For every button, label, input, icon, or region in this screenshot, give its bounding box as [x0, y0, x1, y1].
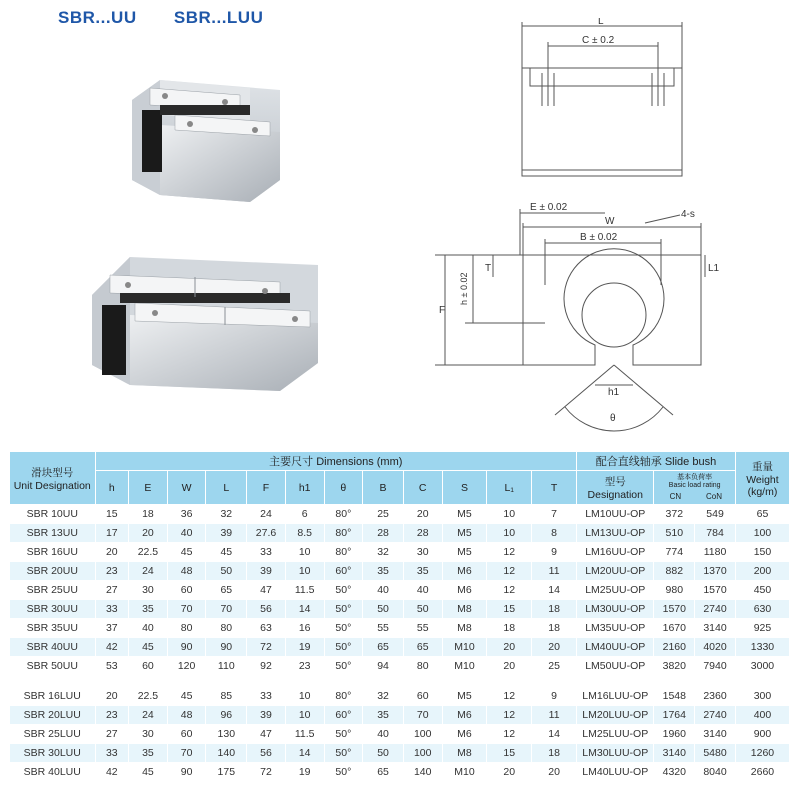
- table-cell: 8: [532, 524, 577, 543]
- table-cell: 70: [167, 744, 206, 763]
- table-cell: 2160: [654, 638, 695, 657]
- table-cell: 80: [206, 619, 247, 638]
- table-cell: 80°: [324, 524, 363, 543]
- table-cell: 45: [129, 638, 168, 657]
- table-cell: 33: [247, 687, 286, 706]
- table-cell: 18: [129, 505, 168, 524]
- table-cell: 28: [403, 524, 442, 543]
- table-cell: 14: [285, 744, 324, 763]
- photo-sbr-luu: [90, 245, 320, 393]
- table-row: [10, 581, 790, 600]
- table-cell: LM40UU-OP: [577, 638, 654, 657]
- unit-designation-cell: SBR 50UU: [10, 657, 96, 676]
- table-cell: LM50UU-OP: [577, 657, 654, 676]
- table-cell: 12: [487, 725, 532, 744]
- table-cell: 450: [735, 581, 789, 600]
- col-load-rating: 基本负荷率 Basic load rating CN CoN: [654, 471, 735, 505]
- table-cell: M5: [442, 543, 487, 562]
- table-cell: 20: [487, 657, 532, 676]
- table-cell: LM13UU-OP: [577, 524, 654, 543]
- table-cell: 100: [403, 744, 442, 763]
- table-cell: 4020: [695, 638, 736, 657]
- table-cell: M5: [442, 505, 487, 524]
- table-cell: 48: [167, 562, 206, 581]
- unit-designation-cell: SBR 30LUU: [10, 744, 96, 763]
- table-row: [10, 600, 790, 619]
- table-cell: 18: [532, 600, 577, 619]
- table-cell: 30: [129, 581, 168, 600]
- table-cell: 50°: [324, 619, 363, 638]
- table-cell: M10: [442, 638, 487, 657]
- table-cell: 40: [129, 619, 168, 638]
- table-cell: 39: [247, 562, 286, 581]
- label-E: E ± 0.02: [530, 202, 568, 213]
- table-cell: 32: [363, 687, 404, 706]
- table-cell: 774: [654, 543, 695, 562]
- drawing-side-view: [500, 18, 700, 193]
- unit-designation-cell: SBR 25UU: [10, 581, 96, 600]
- table-cell: 20: [129, 524, 168, 543]
- table-cell: 70: [206, 600, 247, 619]
- table-cell: 12: [487, 706, 532, 725]
- table-cell: 3820: [654, 657, 695, 676]
- table-cell: 9: [532, 687, 577, 706]
- table-cell: M6: [442, 562, 487, 581]
- table-cell: 25: [363, 505, 404, 524]
- label-W: W: [605, 216, 615, 227]
- table-cell: M8: [442, 600, 487, 619]
- table-cell: 10: [487, 524, 532, 543]
- table-cell: LM40LUU-OP: [577, 763, 654, 782]
- header-dimensions: 主要尺寸 Dimensions (mm): [95, 452, 577, 471]
- table-cell: 140: [206, 744, 247, 763]
- table-cell: 140: [403, 763, 442, 782]
- table-cell: 11: [532, 706, 577, 725]
- label-C: C ± 0.2: [582, 35, 615, 46]
- unit-designation-cell: SBR 20UU: [10, 562, 96, 581]
- table-row: [10, 744, 790, 763]
- label-L: L: [598, 18, 604, 27]
- table-cell: 50: [403, 600, 442, 619]
- table-cell: 35: [403, 562, 442, 581]
- table-cell: 2740: [695, 600, 736, 619]
- table-cell: 90: [167, 763, 206, 782]
- unit-designation-cell: SBR 40UU: [10, 638, 96, 657]
- unit-designation-cell: SBR 10UU: [10, 505, 96, 524]
- table-cell: 8040: [695, 763, 736, 782]
- table-cell: 980: [654, 581, 695, 600]
- table-cell: 27: [95, 581, 129, 600]
- table-cell: 45: [167, 687, 206, 706]
- table-cell: 53: [95, 657, 129, 676]
- table-cell: 1670: [654, 619, 695, 638]
- unit-designation-cell: SBR 40LUU: [10, 763, 96, 782]
- col-h1: h1: [285, 471, 324, 505]
- table-cell: 56: [247, 600, 286, 619]
- table-cell: 80: [167, 619, 206, 638]
- col-W: W: [167, 471, 206, 505]
- col-C: C: [403, 471, 442, 505]
- table-cell: 22.5: [129, 543, 168, 562]
- table-cell: 1570: [695, 581, 736, 600]
- col-E: E: [129, 471, 168, 505]
- table-cell: 80°: [324, 687, 363, 706]
- table-row: [10, 524, 790, 543]
- table-cell: 39: [247, 706, 286, 725]
- table-cell: M6: [442, 581, 487, 600]
- table-cell: 25: [532, 657, 577, 676]
- table-cell: 35: [129, 600, 168, 619]
- table-cell: 100: [403, 725, 442, 744]
- table-cell: LM16UU-OP: [577, 543, 654, 562]
- table-cell: 23: [95, 562, 129, 581]
- label-holes: 4-s: [681, 209, 695, 220]
- table-cell: 100: [735, 524, 789, 543]
- table-cell: LM16LUU-OP: [577, 687, 654, 706]
- table-row: [10, 638, 790, 657]
- col-T: T: [532, 471, 577, 505]
- col-S: S: [442, 471, 487, 505]
- table-cell: 549: [695, 505, 736, 524]
- table-cell: 10: [285, 543, 324, 562]
- table-cell: 1764: [654, 706, 695, 725]
- col-L: L: [206, 471, 247, 505]
- table-cell: M10: [442, 763, 487, 782]
- table-cell: 1570: [654, 600, 695, 619]
- table-cell: 42: [95, 763, 129, 782]
- table-cell: 35: [129, 744, 168, 763]
- table-cell: 10: [487, 505, 532, 524]
- table-cell: 12: [487, 581, 532, 600]
- table-cell: 1370: [695, 562, 736, 581]
- header-unit: 滑块型号 Unit Designation: [10, 452, 96, 505]
- table-row: [10, 706, 790, 725]
- table-cell: 55: [403, 619, 442, 638]
- table-cell: 16: [285, 619, 324, 638]
- table-cell: 8.5: [285, 524, 324, 543]
- table-cell: 50°: [324, 744, 363, 763]
- col-F: F: [247, 471, 286, 505]
- table-cell: 56: [247, 744, 286, 763]
- table-cell: 48: [167, 706, 206, 725]
- table-cell: 24: [129, 562, 168, 581]
- table-cell: 20: [403, 505, 442, 524]
- table-cell: 55: [363, 619, 404, 638]
- table-cell: 2660: [735, 763, 789, 782]
- title-luu: SBR...LUU: [173, 8, 264, 27]
- table-cell: 1330: [735, 638, 789, 657]
- table-cell: 630: [735, 600, 789, 619]
- table-cell: LM25UU-OP: [577, 581, 654, 600]
- table-cell: 400: [735, 706, 789, 725]
- table-cell: 2360: [695, 687, 736, 706]
- table-cell: 80: [403, 657, 442, 676]
- table-cell: 3140: [654, 744, 695, 763]
- table-cell: 65: [206, 581, 247, 600]
- table-cell: 20: [532, 638, 577, 657]
- table-cell: 14: [285, 600, 324, 619]
- table-cell: 33: [95, 744, 129, 763]
- table-cell: 80°: [324, 505, 363, 524]
- table-cell: 3140: [695, 725, 736, 744]
- table-row: [10, 657, 790, 676]
- table-cell: 510: [654, 524, 695, 543]
- table-cell: 120: [167, 657, 206, 676]
- table-cell: 92: [247, 657, 286, 676]
- table-cell: LM20LUU-OP: [577, 706, 654, 725]
- table-cell: 35: [363, 706, 404, 725]
- table-cell: 300: [735, 687, 789, 706]
- label-F: F: [439, 305, 446, 316]
- table-cell: 39: [206, 524, 247, 543]
- table-cell: 130: [206, 725, 247, 744]
- table-cell: 17: [95, 524, 129, 543]
- col-bush-designation: 型号 Designation: [577, 471, 654, 505]
- table-cell: 9: [532, 543, 577, 562]
- table-cell: 18: [487, 619, 532, 638]
- table-cell: 20: [95, 543, 129, 562]
- table-cell: 50: [363, 744, 404, 763]
- label-B: B ± 0.02: [580, 232, 618, 243]
- header-weight: 重量 Weight (kg/m): [735, 452, 789, 505]
- table-cell: 50°: [324, 581, 363, 600]
- table-cell: 27: [95, 725, 129, 744]
- table-cell: 882: [654, 562, 695, 581]
- unit-designation-cell: SBR 30UU: [10, 600, 96, 619]
- table-cell: 372: [654, 505, 695, 524]
- table-cell: 90: [167, 638, 206, 657]
- table-cell: 60: [167, 725, 206, 744]
- table-cell: 50: [363, 600, 404, 619]
- table-cell: 11.5: [285, 581, 324, 600]
- table-cell: 15: [487, 744, 532, 763]
- table-cell: 20: [487, 638, 532, 657]
- table-cell: 28: [363, 524, 404, 543]
- table-cell: 10: [285, 687, 324, 706]
- table-row: [10, 687, 790, 706]
- table-cell: 175: [206, 763, 247, 782]
- unit-designation-cell: SBR 25LUU: [10, 725, 96, 744]
- table-cell: 37: [95, 619, 129, 638]
- table-cell: 85: [206, 687, 247, 706]
- table-cell: 70: [167, 600, 206, 619]
- table-cell: 24: [247, 505, 286, 524]
- table-cell: 40: [403, 581, 442, 600]
- table-cell: 19: [285, 638, 324, 657]
- table-cell: 40: [363, 725, 404, 744]
- table-cell: 60: [167, 581, 206, 600]
- label-h: h ± 0.02: [459, 272, 469, 305]
- table-cell: 22.5: [129, 687, 168, 706]
- table-row: [10, 763, 790, 782]
- table-cell: 1180: [695, 543, 736, 562]
- table-cell: 1960: [654, 725, 695, 744]
- unit-designation-cell: SBR 16LUU: [10, 687, 96, 706]
- table-cell: 50°: [324, 638, 363, 657]
- table-cell: 12: [487, 543, 532, 562]
- unit-designation-cell: SBR 13UU: [10, 524, 96, 543]
- label-theta: θ: [610, 413, 616, 424]
- table-cell: 7940: [695, 657, 736, 676]
- table-body: [10, 505, 790, 782]
- col-B: B: [363, 471, 404, 505]
- table-cell: 110: [206, 657, 247, 676]
- table-cell: 24: [129, 706, 168, 725]
- table-cell: 80°: [324, 543, 363, 562]
- table-cell: M5: [442, 687, 487, 706]
- header-slide-bush: 配合直线轴承 Slide bush: [577, 452, 736, 471]
- table-cell: 32: [363, 543, 404, 562]
- table-cell: 45: [167, 543, 206, 562]
- table-cell: 45: [206, 543, 247, 562]
- table-cell: 94: [363, 657, 404, 676]
- product-titles: [58, 8, 295, 28]
- table-cell: 784: [695, 524, 736, 543]
- table-cell: M10: [442, 657, 487, 676]
- table-row: [10, 562, 790, 581]
- table-cell: 50°: [324, 600, 363, 619]
- table-cell: LM30LUU-OP: [577, 744, 654, 763]
- table-cell: LM10UU-OP: [577, 505, 654, 524]
- table-cell: 30: [403, 543, 442, 562]
- table-cell: 63: [247, 619, 286, 638]
- table-cell: M6: [442, 706, 487, 725]
- table-cell: 50°: [324, 657, 363, 676]
- table-cell: 60: [403, 687, 442, 706]
- table-cell: LM25LUU-OP: [577, 725, 654, 744]
- specification-table: [9, 451, 790, 782]
- table-cell: 11.5: [285, 725, 324, 744]
- table-cell: 40: [167, 524, 206, 543]
- table-row: [10, 543, 790, 562]
- table-cell: 65: [735, 505, 789, 524]
- table-cell: 30: [129, 725, 168, 744]
- table-cell: 65: [403, 638, 442, 657]
- table-cell: 47: [247, 581, 286, 600]
- table-cell: 10: [285, 706, 324, 725]
- table-cell: 2740: [695, 706, 736, 725]
- table-cell: 47: [247, 725, 286, 744]
- table-cell: 3140: [695, 619, 736, 638]
- col-theta: θ: [324, 471, 363, 505]
- label-L1: L1: [708, 263, 720, 274]
- title-uu: SBR...UU: [58, 8, 137, 27]
- table-cell: 72: [247, 638, 286, 657]
- table-cell: 20: [95, 687, 129, 706]
- table-cell: 33: [95, 600, 129, 619]
- table-cell: 15: [487, 600, 532, 619]
- table-cell: 20: [532, 763, 577, 782]
- table-cell: 65: [363, 638, 404, 657]
- table-cell: 18: [532, 744, 577, 763]
- table-cell: 50: [206, 562, 247, 581]
- table-cell: 35: [363, 562, 404, 581]
- table-cell: 32: [206, 505, 247, 524]
- table-row: [10, 619, 790, 638]
- table-cell: 1548: [654, 687, 695, 706]
- table-cell: 23: [95, 706, 129, 725]
- table-cell: 150: [735, 543, 789, 562]
- col-L1: L₁: [487, 471, 532, 505]
- table-cell: M6: [442, 725, 487, 744]
- table-cell: M5: [442, 524, 487, 543]
- table-cell: 10: [285, 562, 324, 581]
- table-cell: LM30UU-OP: [577, 600, 654, 619]
- table-cell: 40: [363, 581, 404, 600]
- table-cell: 19: [285, 763, 324, 782]
- table-cell: 60°: [324, 562, 363, 581]
- table-cell: 60°: [324, 706, 363, 725]
- table-cell: 200: [735, 562, 789, 581]
- table-cell: M8: [442, 619, 487, 638]
- table-cell: 27.6: [247, 524, 286, 543]
- table-cell: 70: [403, 706, 442, 725]
- table-cell: 925: [735, 619, 789, 638]
- table-cell: 65: [363, 763, 404, 782]
- table-cell: 4320: [654, 763, 695, 782]
- table-row: [10, 725, 790, 744]
- table-cell: 14: [532, 581, 577, 600]
- table-row: [10, 505, 790, 524]
- table-cell: 12: [487, 562, 532, 581]
- table-cell: 18: [532, 619, 577, 638]
- table-cell: LM35UU-OP: [577, 619, 654, 638]
- photo-sbr-uu: [130, 70, 290, 205]
- table-cell: 36: [167, 505, 206, 524]
- table-cell: 50°: [324, 725, 363, 744]
- table-cell: 3000: [735, 657, 789, 676]
- table-cell: LM20UU-OP: [577, 562, 654, 581]
- unit-designation-cell: SBR 20LUU: [10, 706, 96, 725]
- col-h: h: [95, 471, 129, 505]
- table-cell: 11: [532, 562, 577, 581]
- table-cell: 96: [206, 706, 247, 725]
- table-cell: M8: [442, 744, 487, 763]
- table-cell: 6: [285, 505, 324, 524]
- table-cell: 15: [95, 505, 129, 524]
- table-cell: 23: [285, 657, 324, 676]
- table-cell: 5480: [695, 744, 736, 763]
- table-cell: 7: [532, 505, 577, 524]
- table-cell: 90: [206, 638, 247, 657]
- table-cell: 20: [487, 763, 532, 782]
- drawing-front-view: [405, 195, 725, 440]
- table-cell: 14: [532, 725, 577, 744]
- table-cell: 45: [129, 763, 168, 782]
- unit-designation-cell: SBR 16UU: [10, 543, 96, 562]
- table-spacer: [10, 676, 790, 687]
- table-cell: 33: [247, 543, 286, 562]
- table-cell: 42: [95, 638, 129, 657]
- label-T: T: [485, 263, 492, 274]
- table-cell: 12: [487, 687, 532, 706]
- table-cell: 1260: [735, 744, 789, 763]
- table-cell: 900: [735, 725, 789, 744]
- table-cell: 50°: [324, 763, 363, 782]
- unit-designation-cell: SBR 35UU: [10, 619, 96, 638]
- table-cell: 72: [247, 763, 286, 782]
- label-h1: h1: [608, 387, 620, 398]
- table-cell: 60: [129, 657, 168, 676]
